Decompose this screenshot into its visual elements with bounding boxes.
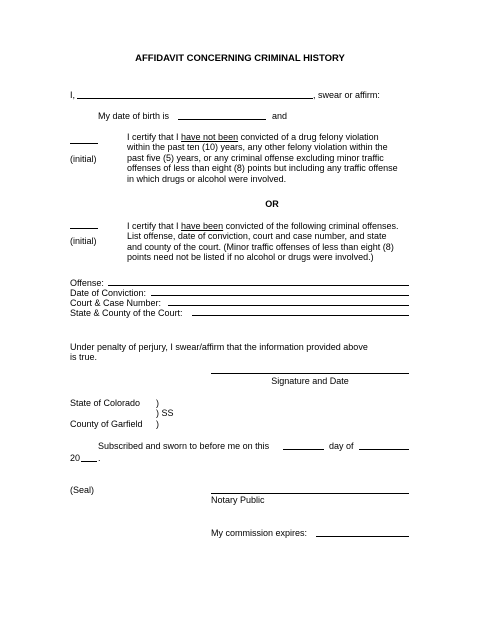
signature-field[interactable] [211,373,409,374]
venue-paren-3: ) [156,419,159,429]
venue-state: State of Colorado [70,398,141,408]
court-location-label: State & County of the Court: [70,308,183,318]
notary-label: Notary Public [211,495,265,505]
option1-line3: past five (5) years, or any criminal offense excluding minor traffic [127,152,384,163]
seal-label: (Seal) [70,485,95,495]
month-field[interactable] [359,449,409,450]
offense-field[interactable] [108,285,409,286]
venue-county: County of Garfield [70,419,143,429]
initial-label-convicted: (initial) [70,236,97,246]
dob-suffix: and [272,111,288,121]
initial-field-not-convicted[interactable] [70,143,98,144]
option2-line1-post: convicted of the following criminal offenses. [223,221,399,231]
option1-line5: in which drugs or alcohol were involved. [127,173,287,184]
perjury-line1: Under penalty of perjury, I swear/affirm that the information provided above [70,342,368,352]
option2-line1-pre: I certify that I [127,221,182,231]
initial-field-convicted[interactable] [70,228,98,229]
initial-label-not-convicted: (initial) [70,154,97,164]
certification-convicted [127,221,399,263]
offense-label: Offense: [70,278,104,288]
day-field[interactable] [283,449,324,450]
option2-line3: and county of the court. (Minor traffic offenses of less than eight (8) [127,241,394,252]
or-separator: OR [265,199,279,209]
option2-emphasis: have been [181,221,224,231]
affiant-name-field[interactable] [77,98,313,99]
document-title: AFFIDAVIT CONCERNING CRIMINAL HISTORY [135,53,345,64]
option1-emphasis: have not been [181,132,239,142]
option1-line1-post: convicted of a drug felony violation [238,132,379,142]
option1-line4: offenses of less than eight (8) points but including any traffic offense [127,163,398,174]
court-case-field[interactable] [168,305,409,306]
dob-label: My date of birth is [98,111,170,121]
year-suffix: . [98,453,101,463]
conviction-date-field[interactable] [151,295,409,296]
commission-label: My commission expires: [211,528,308,538]
certification-not-convicted [127,132,398,184]
option1-line1-pre: I certify that I [127,132,182,142]
affiant-prefix: I, [70,90,76,100]
signature-label: Signature and Date [271,376,349,386]
commission-expiry-field[interactable] [316,536,409,537]
option1-line2: within the past ten (10) years, any other felony violation within the [127,142,388,153]
court-case-label: Court & Case Number: [70,298,162,308]
court-location-field[interactable] [192,315,409,316]
perjury-statement [70,342,368,363]
conviction-date-label: Date of Conviction: [70,288,147,298]
year-field[interactable] [81,461,97,462]
notary-signature-field[interactable] [211,493,409,494]
perjury-line2: is true. [70,352,98,363]
dob-field[interactable] [178,119,266,120]
year-prefix: 20 [70,453,81,463]
option2-line2: List offense, date of conviction, court and case number, and state [127,231,387,242]
option2-line4: points need not be listed if no alcohol or drugs were involved.) [127,252,374,263]
affiant-suffix: , swear or affirm: [313,90,380,100]
subscribed-prefix: Subscribed and sworn to before me on this [98,441,270,451]
subscribed-middle: day of [329,441,354,451]
venue-paren-1: ) [156,398,159,408]
venue-ss: ) SS [156,408,174,418]
